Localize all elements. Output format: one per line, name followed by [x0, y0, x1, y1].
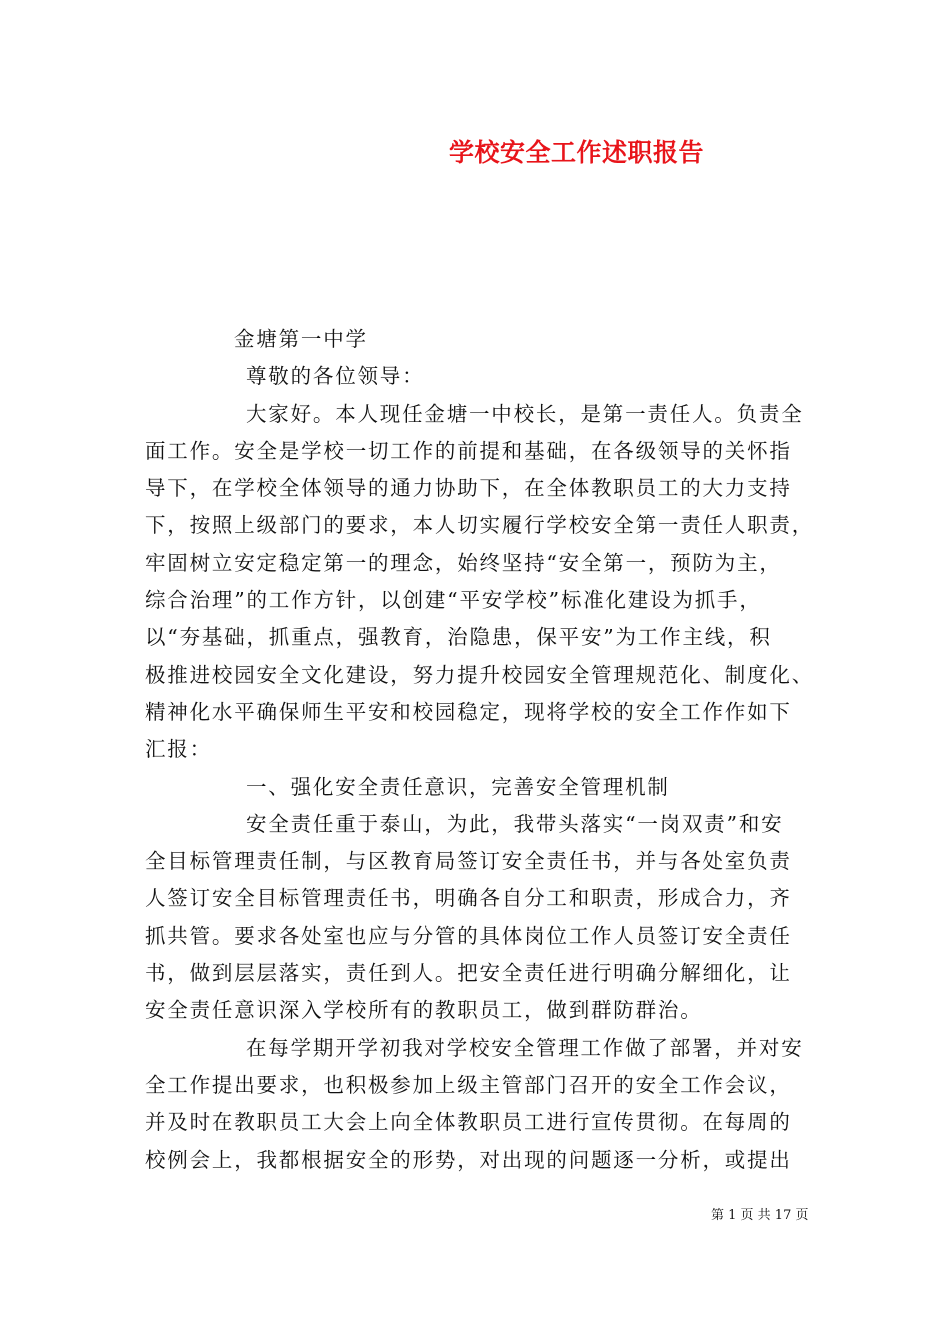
paragraph-line: 面工作。安全是学校一切工作的前提和基础，在各级领导的关怀指	[145, 438, 792, 463]
paragraph-line: 并及时在教职员工大会上向全体教职员工进行宣传贯彻。在每周的	[145, 1110, 792, 1135]
paragraph-line: 全目标管理责任制，与区教育局签订安全责任书，并与各处室负责	[145, 849, 792, 874]
paragraph-line: 汇报：	[145, 737, 212, 762]
paragraph-line: 精神化水平确保师生平安和校园稳定，现将学校的安全工作作如下	[145, 699, 792, 724]
paragraph-intro	[145, 396, 825, 769]
paragraph-line: 牢固树立安定稳定第一的理念，始终坚持“安全第一，预防为主，	[145, 550, 782, 575]
paragraph-line: 人签订安全目标管理责任书，明确各自分工和职责，形成合力，齐	[145, 886, 792, 911]
paragraph-line: 极推进校园安全文化建设，努力提升校园安全管理规范化、制度化、	[145, 662, 814, 687]
paragraph-deployment	[145, 1030, 825, 1179]
paragraph-line: 下，按照上级部门的要求，本人切实履行学校安全第一责任人职责，	[145, 513, 814, 538]
paragraph-line: 抓共管。要求各处室也应与分管的具体岗位工作人员签订安全责任	[145, 923, 792, 948]
paragraph-line: 全工作提出要求，也积极参加上级主管部门召开的安全工作会议，	[145, 1072, 792, 1097]
paragraph-line: 综合治理”的工作方针，以创建“平安学校”标准化建设为抓手，	[145, 588, 762, 613]
paragraph-line: 以“夯基础，抓重点，强教育，治隐患，保平安”为工作主线，积	[145, 625, 772, 650]
paragraph-line: 在每学期开学初我对学校安全管理工作做了部署，并对安	[246, 1035, 804, 1060]
paragraph-line: 大家好。本人现任金塘一中校长，是第一责任人。负责全	[246, 401, 804, 426]
document-body	[145, 321, 825, 1179]
paragraph-line: 书，做到层层落实，责任到人。把安全责任进行明确分解细化，让	[145, 961, 792, 986]
document-title: 学校安全工作述职报告	[449, 138, 705, 167]
school-name: 金塘第一中学	[234, 327, 368, 351]
paragraph-line: 校例会上，我都根据安全的形势，对出现的问题逐一分析，或提出	[145, 1147, 792, 1172]
paragraph-line: 导下，在学校全体领导的通力协助下，在全体教职员工的大力支持	[145, 476, 792, 501]
section-heading: 一、强化安全责任意识，完善安全管理机制	[246, 774, 670, 799]
page-number-footer: 第 1 页 共 17 页	[711, 1208, 809, 1223]
paragraph-responsibility	[145, 806, 825, 1030]
paragraph-line: 安全责任意识深入学校所有的教职员工，做到群防群治。	[145, 998, 703, 1023]
paragraph-line: 安全责任重于泰山，为此，我带头落实“一岗双责”和安	[246, 811, 784, 836]
greeting: 尊敬的各位领导：	[246, 364, 425, 389]
